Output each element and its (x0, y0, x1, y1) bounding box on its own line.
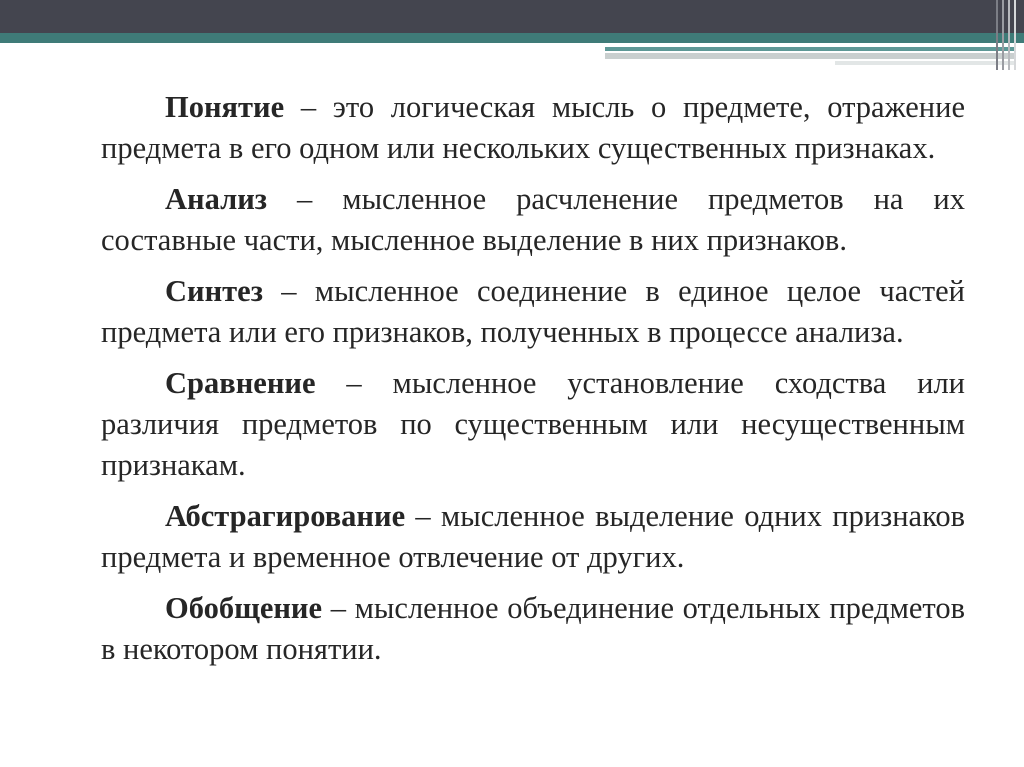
definition-paragraph (101, 363, 965, 486)
definition-paragraph (101, 496, 965, 578)
header-accent-strip (605, 53, 1015, 59)
definition-term: Анализ (165, 182, 268, 216)
definition-paragraph (101, 87, 965, 169)
definition-term: Сравнение (165, 366, 316, 400)
definition-paragraph (101, 179, 965, 261)
header-accent-line (605, 47, 1015, 51)
definition-term: Синтез (165, 274, 263, 308)
definition-paragraph (101, 271, 965, 353)
definition-text: – мысленное объединение отдельных предметов в некотором понятии. (101, 591, 965, 666)
slide-body (101, 87, 965, 680)
definition-term: Обобщение (165, 591, 323, 625)
definition-text: – мысленное выделение одних признаков предмета и временное отвлечение от других. (101, 499, 965, 574)
header-teal-bar (0, 33, 1024, 43)
definition-text: – мысленное установление сходства или различия предметов по существенным или несущественным признакам. (101, 366, 965, 482)
definition-term: Абстрагирование (165, 499, 406, 533)
definition-text: – мысленное расчленение предметов на их составные части, мысленное выделение в них признаков. (101, 182, 965, 257)
header-dark-bar (0, 0, 1024, 33)
edge-decoration (994, 0, 1024, 70)
definition-paragraph (101, 588, 965, 670)
definition-text: – мысленное соединение в единое целое частей предмета или его признаков, полученных в процессе анализа. (101, 274, 965, 349)
header-accent-strip-light (835, 61, 1015, 65)
definition-text: – это логическая мысль о предмете, отражение предмета в его одном или нескольких существенных признаках. (101, 90, 965, 165)
definition-term: Понятие (165, 90, 285, 124)
